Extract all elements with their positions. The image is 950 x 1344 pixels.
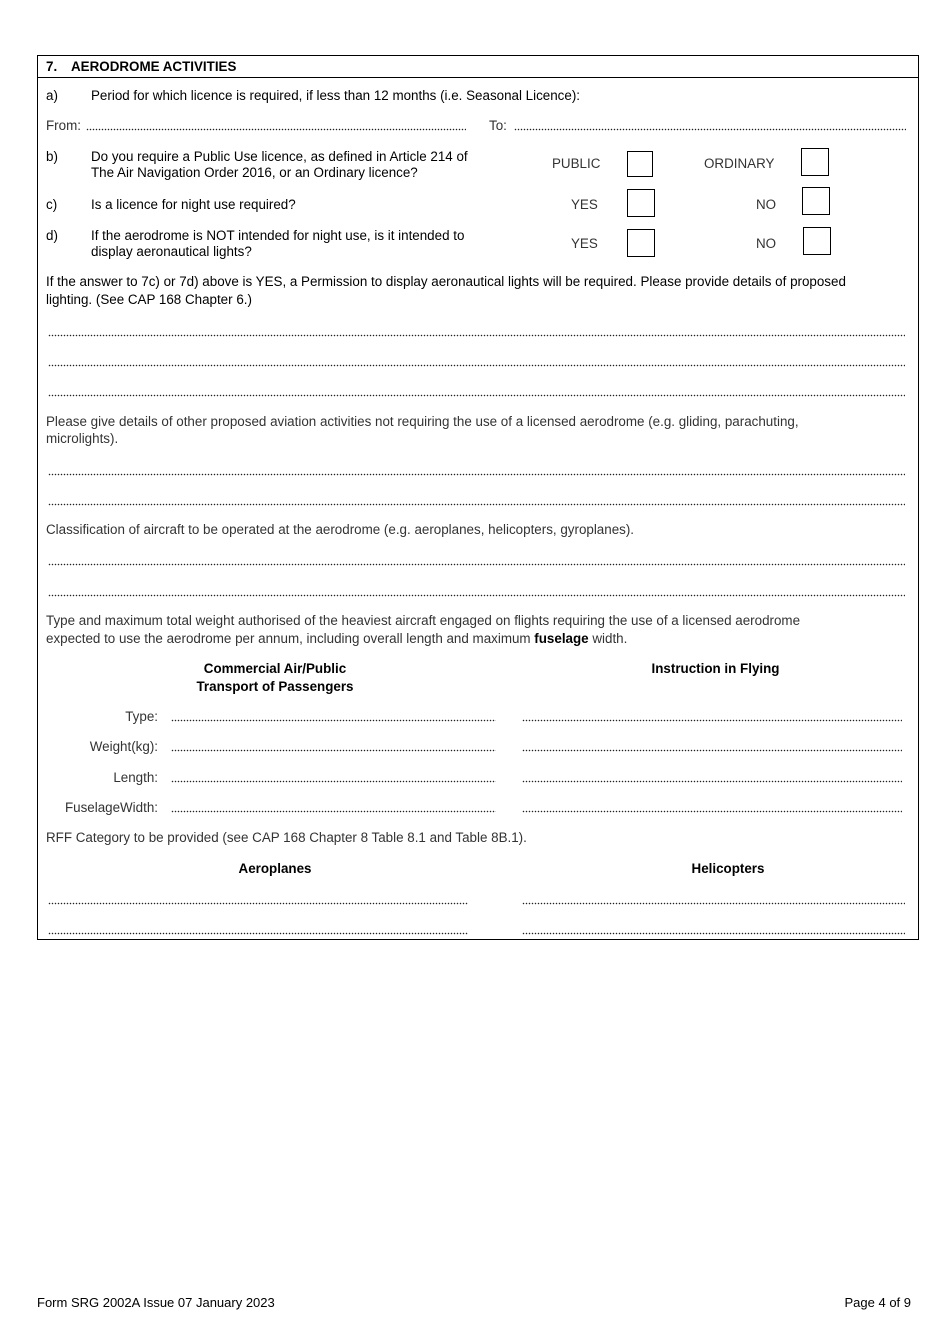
- other-activities-line-2[interactable]: [48, 497, 905, 507]
- to-label: To:: [489, 118, 507, 133]
- other-activities-line2: microlights).: [46, 431, 119, 446]
- rff-text: RFF Category to be provided (see CAP 168 Chapter 8 Table 8.1 and Table 8B.1).: [46, 830, 527, 845]
- from-label: From:: [46, 118, 81, 133]
- instruction-weight-field[interactable]: [522, 743, 902, 753]
- heaviest-aircraft-line1: Type and maximum total weight authorised of the heaviest aircraft engaged on flights requiring the use of a licensed aerodrome: [46, 613, 801, 628]
- instruction-length-field[interactable]: [522, 774, 902, 784]
- other-activities-line1: Please give details of other proposed aviation activities not requiring the use of a licensed aerodrome (e.g. gliding, parachuting,: [46, 414, 799, 429]
- question-c-text: Is a licence for night use required?: [91, 197, 296, 212]
- lights-no-checkbox[interactable]: [803, 227, 831, 255]
- instruction-fuselage-width-field[interactable]: [522, 804, 902, 814]
- ordinary-label: ORDINARY: [704, 156, 775, 171]
- form-id: Form SRG 2002A Issue 07 January 2023: [37, 1295, 275, 1310]
- question-b-line1: Do you require a Public Use licence, as defined in Article 214 of: [91, 149, 468, 164]
- helicopters-heading: Helicopters: [691, 861, 765, 876]
- aeroplanes-field-1[interactable]: [48, 896, 468, 906]
- night-yes-label: YES: [571, 197, 598, 212]
- ordinary-checkbox[interactable]: [801, 148, 829, 176]
- helicopters-field-1[interactable]: [522, 896, 905, 906]
- lighting-details-line-1[interactable]: [48, 328, 905, 338]
- other-activities-line-1[interactable]: [48, 467, 905, 477]
- question-d-line1: If the aerodrome is NOT intended for night use, is it intended to: [91, 228, 465, 243]
- section-header: [38, 56, 918, 78]
- fuselage-width-label: FuselageWidth:: [64, 800, 158, 815]
- length-label: Length:: [113, 770, 158, 785]
- commercial-type-field[interactable]: [171, 713, 496, 723]
- night-no-checkbox[interactable]: [802, 187, 830, 215]
- question-c-letter: c): [46, 197, 58, 212]
- section-number: 7.: [46, 59, 58, 74]
- page-number: Page 4 of 9: [844, 1295, 911, 1310]
- lighting-note-line2: lighting. (See CAP 168 Chapter 6.): [46, 292, 252, 307]
- question-a-text: Period for which licence is required, if less than 12 months (i.e. Seasonal Licence):: [91, 88, 581, 103]
- instruction-heading: Instruction in Flying: [651, 661, 780, 676]
- commercial-fuselage-width-field[interactable]: [171, 804, 496, 814]
- lighting-note-line1: If the answer to 7c) or 7d) above is YES, a Permission to display aeronautical lights will be required. Please provide details of proposed: [46, 274, 846, 289]
- question-b-line2: The Air Navigation Order 2016, or an Ordinary licence?: [91, 165, 418, 180]
- commercial-length-field[interactable]: [171, 774, 496, 784]
- lighting-details-line-2[interactable]: [48, 358, 905, 368]
- question-a-letter: a): [46, 88, 58, 103]
- heaviest-aircraft-line2: expected to use the aerodrome per annum, including overall length and maximum fuselage width.: [46, 631, 628, 646]
- lights-yes-checkbox[interactable]: [627, 229, 655, 257]
- commercial-heading-line2: Transport of Passengers: [196, 679, 354, 694]
- weight-label: Weight(kg):: [89, 739, 158, 754]
- classification-line-2[interactable]: [48, 588, 905, 598]
- aeroplanes-field-2[interactable]: [48, 926, 468, 936]
- classification-line-1[interactable]: [48, 557, 905, 567]
- type-label: Type:: [125, 709, 158, 724]
- from-field[interactable]: [86, 122, 466, 132]
- night-yes-checkbox[interactable]: [627, 189, 655, 217]
- aeroplanes-heading: Aeroplanes: [238, 861, 312, 876]
- question-d-letter: d): [46, 228, 58, 243]
- lights-no-label: NO: [756, 236, 777, 251]
- night-no-label: NO: [756, 197, 777, 212]
- to-field[interactable]: [514, 122, 906, 132]
- public-label: PUBLIC: [552, 156, 601, 171]
- aerodrome-activities-section: [37, 55, 919, 940]
- helicopters-field-2[interactable]: [522, 926, 905, 936]
- classification-text: Classification of aircraft to be operated at the aerodrome (e.g. aeroplanes, helicopters, gyroplanes).: [46, 522, 635, 537]
- lighting-details-line-3[interactable]: [48, 388, 905, 398]
- instruction-type-field[interactable]: [522, 713, 902, 723]
- commercial-weight-field[interactable]: [171, 743, 496, 753]
- section-title: AERODROME ACTIVITIES: [71, 59, 237, 74]
- public-checkbox[interactable]: [627, 151, 653, 177]
- commercial-heading-line1: Commercial Air/Public: [203, 661, 347, 676]
- lights-yes-label: YES: [571, 236, 598, 251]
- question-d-line2: display aeronautical lights?: [91, 244, 252, 259]
- question-b-letter: b): [46, 149, 58, 164]
